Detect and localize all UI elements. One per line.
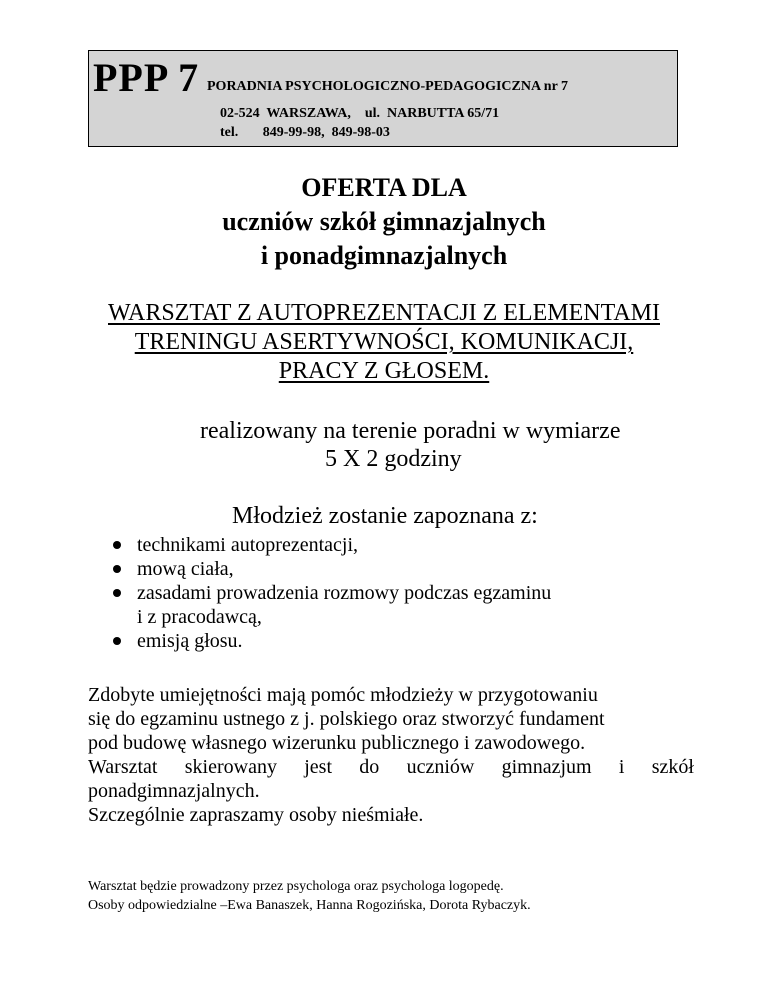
footer-note <box>88 877 531 915</box>
offer-title-line-1: OFERTA DLA <box>301 173 467 202</box>
list-item-text: technikami autoprezentacji, <box>137 534 359 556</box>
list-item-text: mową ciała, <box>137 558 234 580</box>
footer-line-responsible: Osoby odpowiedzialne –Ewa Banaszek, Hanna Rogozińska, Dorota Rybaczyk. <box>88 898 531 913</box>
paragraph-word: Warsztat <box>88 756 158 778</box>
paragraph-word: jest <box>304 756 333 778</box>
paragraph-line: Szczególnie zapraszamy osoby nieśmiałe. <box>88 804 424 826</box>
paragraph-line: pod budowę własnego wizerunku publicznego i zawodowego. <box>88 732 586 754</box>
paragraph-word: do <box>359 756 380 778</box>
workshop-title-line-3: PRACY Z GŁOSEM. <box>278 358 490 384</box>
list-item <box>112 533 551 557</box>
paragraph-word: uczniów <box>406 756 475 778</box>
institution-logo: PPP 7 <box>93 55 200 100</box>
list-item-text: emisją głosu. <box>137 630 243 652</box>
list-item <box>112 557 551 581</box>
paragraph-line: się do egzaminu ustnego z j. polskiego oraz stworzyć fundament <box>88 708 605 730</box>
paragraph-line-justified <box>88 755 694 779</box>
description-paragraph <box>88 683 694 827</box>
paragraph-word: gimnazjum <box>501 756 592 778</box>
topics-intro: Młodzież zostanie zapoznana z: <box>232 503 538 529</box>
institution-phone: tel. 849-99-98, 849-98-03 <box>220 125 390 140</box>
bullet-icon <box>113 541 121 549</box>
offer-title-line-2: uczniów szkół gimnazjalnych <box>222 207 546 236</box>
bullet-icon <box>113 589 121 597</box>
list-item-text: zasadami prowadzenia rozmowy podczas egzaminu <box>137 582 552 604</box>
paragraph-word: i <box>618 756 625 778</box>
list-item-text-continued: i z pracodawcą, <box>137 606 262 628</box>
location-text: realizowany na terenie poradni w wymiarze <box>200 418 621 444</box>
institution-header <box>88 50 678 147</box>
list-item <box>112 581 551 629</box>
bullet-icon <box>113 637 121 645</box>
paragraph-word: szkół <box>651 756 694 778</box>
list-item <box>112 629 551 653</box>
duration-text: 5 X 2 godziny <box>325 446 462 472</box>
workshop-title-line-2: TRENINGU ASERTYWNOŚCI, KOMUNIKACJI, <box>134 329 634 355</box>
paragraph-line: ponadgimnazjalnych. <box>88 780 260 802</box>
offer-title-line-3: i ponadgimnazjalnych <box>260 241 508 270</box>
bullet-icon <box>113 565 121 573</box>
institution-name: PORADNIA PSYCHOLOGICZNO-PEDAGOGICZNA nr 7 <box>207 79 569 94</box>
paragraph-line: Zdobyte umiejętności mają pomóc młodzieży w przygotowaniu <box>88 684 598 706</box>
footer-line-leaders: Warsztat będzie prowadzony przez psychologa oraz psychologa logopedę. <box>88 879 504 894</box>
workshop-title-line-1: WARSZTAT Z AUTOPREZENTACJI Z ELEMENTAMI <box>108 300 660 326</box>
topics-list <box>112 533 551 653</box>
institution-address: 02-524 WARSZAWA, ul. NARBUTTA 65/71 <box>220 106 500 121</box>
paragraph-word: skierowany <box>184 756 277 778</box>
